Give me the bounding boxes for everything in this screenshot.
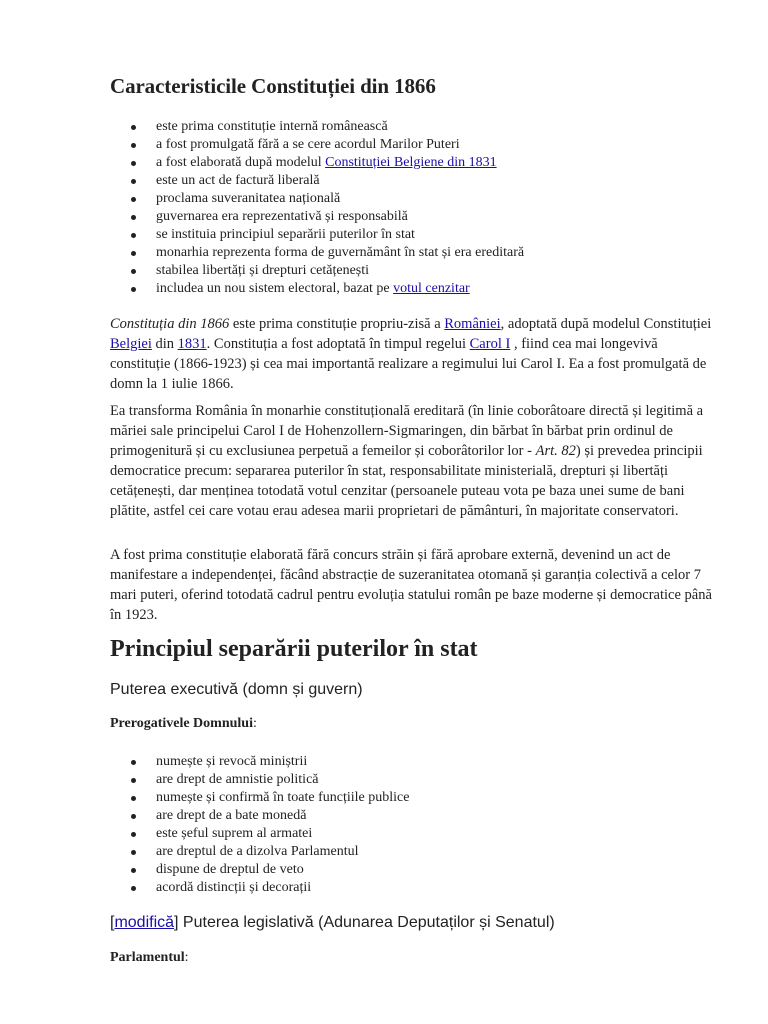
list-item: este șeful suprem al armatei xyxy=(110,825,409,843)
features-list xyxy=(110,118,524,298)
list-item: acordă distincții și decorații xyxy=(110,879,409,897)
link-1831[interactable]: 1831 xyxy=(177,336,207,352)
list-item: se instituia principiul separării puterilor în stat xyxy=(110,226,524,244)
subsection-heading-legislativa: [modifică] Puterea legislativă (Adunarea Deputaților și Senatul) xyxy=(110,914,555,931)
list-item xyxy=(110,280,524,298)
paragraph-independenta: A fost prima constituție elaborată fără concurs străin și fără aprobare externă, devenind un act de manifestare a independenței, făcând abstracție de suzeranitatea otomană și garanția colectivă a celor 7 mari puteri, oferind totodată cadrul pentru evoluția statului român pe baze moderne și democratice până în 1923. xyxy=(110,547,712,623)
paragraph-intro: Constituția din 1866 este prima constituție propriu-zisă a României, adoptată după modelul Constituției Belgiei din 1831. Constituția a fost adoptată în timpul regelui Carol I , fiind cea mai longevivă constituție (1866-1923) și cea mai importantă realizare a regimului lui Carol I. Ea a fost promulgată de domn la 1 iulie 1866. xyxy=(110,316,712,392)
list-item: dispune de dreptul de veto xyxy=(110,861,409,879)
list-item-text: includea un nou sistem electoral, bazat pe xyxy=(156,281,394,296)
list-item: este prima constituție internă românească xyxy=(110,118,524,136)
italic-text: Constituția din 1866 xyxy=(110,316,230,332)
link-constitutia-belgiana[interactable]: Constituției Belgiene din 1831 xyxy=(325,155,497,170)
list-item: are dreptul de a dizolva Parlamentul xyxy=(110,843,409,861)
link-votul-cenzitar[interactable]: votul cenzitar xyxy=(393,281,470,296)
link-romania[interactable]: României xyxy=(444,316,501,332)
prerogatives-list xyxy=(110,753,409,897)
subsection-heading-executiva: Puterea executivă (domn și guvern) xyxy=(110,681,363,698)
list-item: guvernarea era reprezentativă și responsabilă xyxy=(110,208,524,226)
list-item: a fost promulgată fără a se cere acordul Marilor Puteri xyxy=(110,136,524,154)
prerogative-label: Prerogativele Domnului: xyxy=(110,716,257,731)
list-item: proclama suveranitatea națională xyxy=(110,190,524,208)
list-item-text: a fost elaborată după modelul xyxy=(156,155,326,170)
list-item xyxy=(110,154,524,172)
section-title: Principiul separării puterilor în stat xyxy=(110,636,478,662)
link-belgiei[interactable]: Belgiei xyxy=(110,336,152,352)
paragraph-monarhie: Ea transforma România în monarhie constituțională ereditară (în linie coborâtoare directă și legitimă a măriei sale principelui Carol I de Hohenzollern-Sigmaringen, din bărbat în bărbat prin ordinul de primogenitură și cu exclusiunea perpetuă a femeilor și coborâtorilor lor - Art. 82) și prevedea principii democratice precum: separarea puterilor în stat, responsabilitate ministerială, drepturi și libertăți cetățenești, dar menținea totodată votul cenzitar (persoanele puteau vota pe baza unei sume de bani plătite, astfel cei care votau erau adesea marii proprietari de pământuri, în majoritate conservatori. xyxy=(110,403,704,519)
link-carol-i[interactable]: Carol I xyxy=(469,336,511,352)
list-item: monarhia reprezenta forma de guvernământ în stat și era ereditară xyxy=(110,244,524,262)
list-item: are drept de a bate monedă xyxy=(110,807,409,825)
list-item: este un act de factură liberală xyxy=(110,172,524,190)
list-item: numește și revocă miniștrii xyxy=(110,753,409,771)
list-item: numește și confirmă în toate funcțiile publice xyxy=(110,789,409,807)
list-item: stabilea libertăți și drepturi cetățenești xyxy=(110,262,524,280)
list-item: are drept de amnistie politică xyxy=(110,771,409,789)
edit-section-link[interactable]: modifică xyxy=(114,914,175,931)
parlament-label: Parlamentul: xyxy=(110,950,189,965)
italic-text: Art. 82 xyxy=(535,443,576,459)
page-title: Caracteristicile Constituției din 1866 xyxy=(110,74,436,98)
